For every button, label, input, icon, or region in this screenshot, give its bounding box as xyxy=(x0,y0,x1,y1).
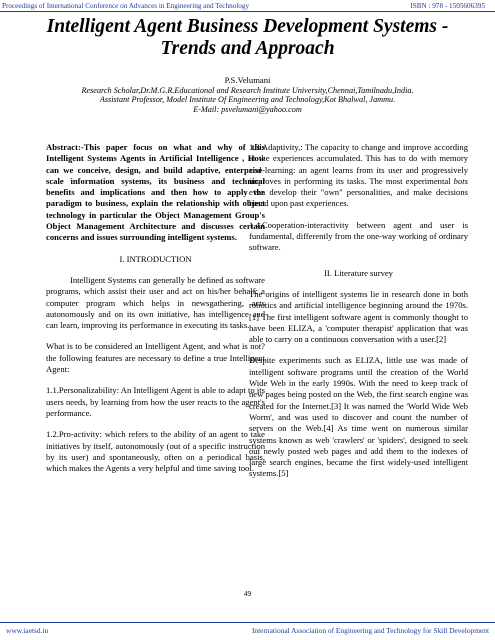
author-affiliation-2: Assistant Professor, Model Institute Of Engineering and Technology,Kot Bhalwal, Jammu. xyxy=(99,95,396,105)
abstract: Abstract:-This paper focus on what and why of this Intelligent Systems Agents in Artificial Intelligence , How can we conceive, design, and build adaptive, enterprise-scale information systems, its business and technical benefits and implications and then how to apply the paradigm to business, explain the relationship with object technology in particular the Object Management Group's Object Management Architecture and discusses certain concerns and issues surrounding intelligent systems. xyxy=(46,142,265,243)
intro-paragraph-2: What is to be considered an Intelligent Agent, and what is not? the following features are necessary to define a true Intelligent Agent: xyxy=(46,341,265,375)
header-divider xyxy=(0,11,495,12)
author-name: P.S.Velumani xyxy=(224,75,271,85)
feature-personalizability: 1.1.Personalizability: An Intelligent Agent is able to adapt to its users needs, by learning from how the user reacts to the agent's performance. xyxy=(46,385,265,418)
section-heading-introduction: I. INTRODUCTION xyxy=(119,253,192,264)
title-line-2: Trends and Approach xyxy=(160,38,335,59)
literature-paragraph-2: Despite experiments such as ELIZA, little use was made of intelligent software programs until the creation of the World Wide Web in the early 1990s. With the need to keep track of new pages being posted on the Web, the first search engine was created for the Internet.[3] It was named the 'World Wide Web Worm', and was used to discover and count the number of servers on the Web.[4] As time went on numerous similar systems known as web 'crawlers' or 'spiders', designed to seek out newly posted web pages and add them to the indexes of large search engines, became the first widely-used intelligent systems.[5] xyxy=(249,355,468,479)
section-heading-literature-survey: II. Literature survey xyxy=(324,267,393,278)
author-email: E-Mail: psvelumani@yahoo.com xyxy=(193,104,302,114)
header-conference: Proceedings of International Conference on Advances in Engineering and Technology xyxy=(2,2,250,10)
author-affiliation-1: Research Scholar,Dr.M.G.R.Educational and Research Institute University,Chennai,Tamilnadu,India. xyxy=(81,85,414,95)
adaptivity-text-b: even develop their "own" personalities, and make decisions based upon past experiences. xyxy=(249,187,468,209)
adaptivity-text-a: 1.3.Adaptivity,: The capacity to change and improve according to the experiences accumulated. This has to do with memory and learning: an agent learns from its user and progressively improves in performing its tasks. The most experimental xyxy=(249,142,468,186)
footer-url: www.iaetsd.in xyxy=(6,626,49,635)
feature-cooperation: 1.4.Cooperation-interactivity between agent and user is fundamental, differently from the one-way working of ordinary software. xyxy=(249,219,468,253)
left-column xyxy=(46,142,265,484)
right-column xyxy=(249,142,468,490)
header-isbn: ISBN : 978 - 1505606395 xyxy=(410,2,485,10)
page-number: 49 xyxy=(243,589,252,598)
author-block xyxy=(0,76,495,114)
footer-association: International Association of Engineering and Technology for Skill Development xyxy=(251,626,489,635)
intro-paragraph-1: Intelligent Systems can generally be defined as software programs, which assist their user and act on his/her behalf: a computer program which helps in newsgathering, acts autonomously and on its own initiative, has intelligence and can learn, improving its performance in executing its tasks. xyxy=(46,274,265,331)
paper-title xyxy=(0,16,495,60)
title-line-1: Intelligent Agent Business Development Systems - xyxy=(46,16,449,37)
adaptivity-bots: bots xyxy=(453,175,468,186)
feature-pro-activity: 1.2.Pro-activity: which refers to the ability of an agent to take initiatives by itself, autonomously (out of a specific instruction by its user) and spontaneously, often on a periodical basis, which makes the Agents a very helpful and time saving tool. xyxy=(46,429,265,474)
footer-divider xyxy=(0,622,495,623)
feature-adaptivity xyxy=(249,142,468,210)
literature-paragraph-1: The origins of intelligent systems lie in research done in both robotics and artificial intelligence beginning around the 1970s.[1] The first intelligent software agent is commonly thought to have been ELIZA, a 'computer therapist' application that was able to carry on a continuous conversation with a user.[2] xyxy=(249,288,468,345)
